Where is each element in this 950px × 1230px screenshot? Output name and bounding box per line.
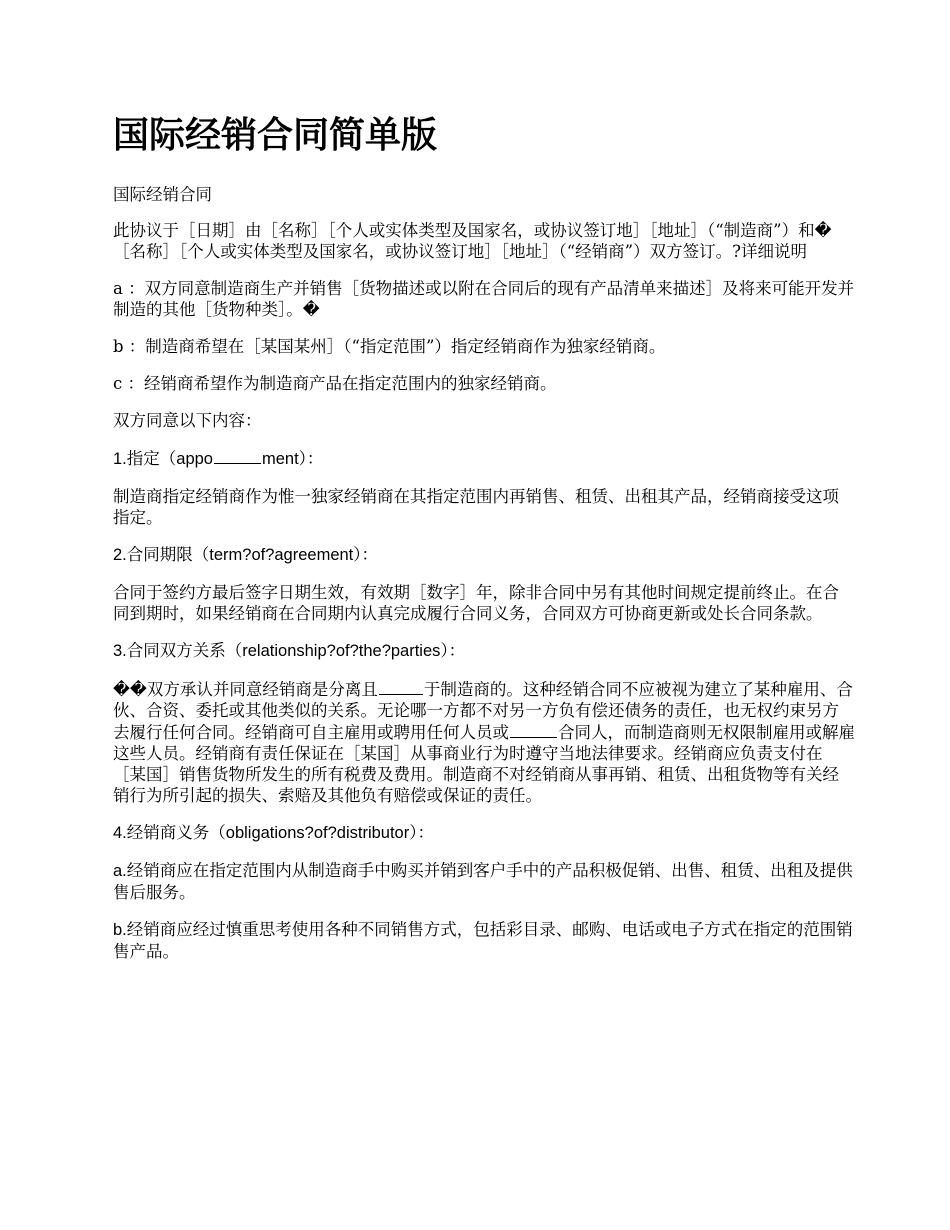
section-4-item-a xyxy=(113,860,855,903)
section-1-heading-cn: 指定（ xyxy=(126,449,177,468)
section-4-heading-suffix: ）： xyxy=(409,823,434,842)
document-title: 国际经销合同简单版 xyxy=(113,115,438,156)
blank-underline xyxy=(379,678,423,695)
section-3-body-part-1: ��双方承认并同意经销商是分离且 xyxy=(113,680,378,699)
section-3-heading-cn: 合同双方关系（ xyxy=(126,641,243,660)
section-4-item-a-prefix: a. xyxy=(113,862,127,880)
section-4-item-b xyxy=(113,919,855,962)
section-3-body xyxy=(113,678,855,806)
section-3-heading-en: relationship?of?the?parties xyxy=(242,642,441,660)
section-3-body-part-2: 于制造商的。这种经销合同不应被视为建立了某种雇用、合伙、合资、委托或其他类似的关系。无论哪一方都不对另一方负有偿还债务的责任，也无权约束另方去履行任何合同。经销商可自主雇用或聘用任何人员或 xyxy=(113,680,853,742)
section-2-heading xyxy=(113,544,855,566)
section-1-heading xyxy=(113,447,855,470)
recital-a: a ：双方同意制造商生产并销售［货物描述或以附在合同后的现有产品清单来描述］及将来可能开发并制造的其他［货物种类］。� xyxy=(113,279,855,319)
blank-underline xyxy=(214,447,261,464)
section-1-heading-en-start: appo xyxy=(176,450,213,468)
section-4-heading-en: obligations?of?distributor xyxy=(225,824,410,842)
intro-paragraph: 此协议于［日期］由［名称］［个人或实体类型及国家名，或协议签订地］［地址］（“制造商”）和�［名称］［个人或实体类型及国家名，或协议签订地］［地址］（“经销商”）双方签订。?详细说明 xyxy=(113,221,832,261)
document-page xyxy=(113,112,855,978)
section-3-body-part-3: 合同人，而制造商则无权限制雇用或解雇这些人员。经销商有责任保证在［某国］从事商业行为时遵守当地法律要求。经销商应负责支付在［某国］销售货物所发生的所有税费及费用。制造商不对经销商从事再销、租赁、出租货物等有关经销行为所引起的损失、索赔及其他负有赔偿或保证的责任。 xyxy=(113,723,855,805)
section-1-heading-suffix: ）： xyxy=(298,449,324,468)
section-4-item-a-body: 经销商应在指定范围内从制造商手中购买并销到客户手中的产品积极促销、出售、租赁、出租及提供售后服务。 xyxy=(113,861,853,902)
section-1-heading-en-end: ment xyxy=(261,450,299,468)
section-4-number: 4. xyxy=(113,824,127,842)
section-3-heading-suffix: ）： xyxy=(440,641,466,660)
agreement-line: 双方同意以下内容： xyxy=(113,411,262,430)
section-1-body: 制造商指定经销商作为惟一独家经销商在其指定范围内再销售、租赁、出租其产品，经销商接受这项指定。 xyxy=(113,487,839,527)
blank-underline xyxy=(510,721,557,738)
section-2-number: 2. xyxy=(113,546,127,564)
section-2-heading-en: term?of?agreement xyxy=(209,546,354,564)
recital-c: c ：经销商希望作为制造商产品在指定范围内的独家经销商。 xyxy=(113,374,557,393)
section-2-heading-suffix: ）： xyxy=(353,545,379,564)
section-3-number: 3. xyxy=(113,642,127,660)
section-4-item-b-body: 经销商应经过慎重思考使用各种不同销售方式，包括彩目录、邮购、电话或电子方式在指定的范围销售产品。 xyxy=(113,920,853,961)
section-4-heading xyxy=(113,822,855,844)
section-4-heading-cn: 经销商义务（ xyxy=(126,823,226,842)
document-subtitle: 国际经销合同 xyxy=(113,185,212,204)
section-2-heading-cn: 合同期限（ xyxy=(126,545,210,564)
section-4-item-b-prefix: b. xyxy=(113,921,127,939)
recital-b: b ：制造商希望在［某国某州］（“指定范围”）指定经销商作为独家经销商。 xyxy=(113,337,666,356)
section-3-heading xyxy=(113,640,855,662)
section-2-body: 合同于签约方最后签字日期生效，有效期［数字］年，除非合同中另有其他时间规定提前终止。在合同到期时，如果经销商在合同期内认真完成履行合同义务，合同双方可协商更新或处长合同条款。 xyxy=(113,583,839,623)
section-1-number: 1. xyxy=(113,450,127,468)
